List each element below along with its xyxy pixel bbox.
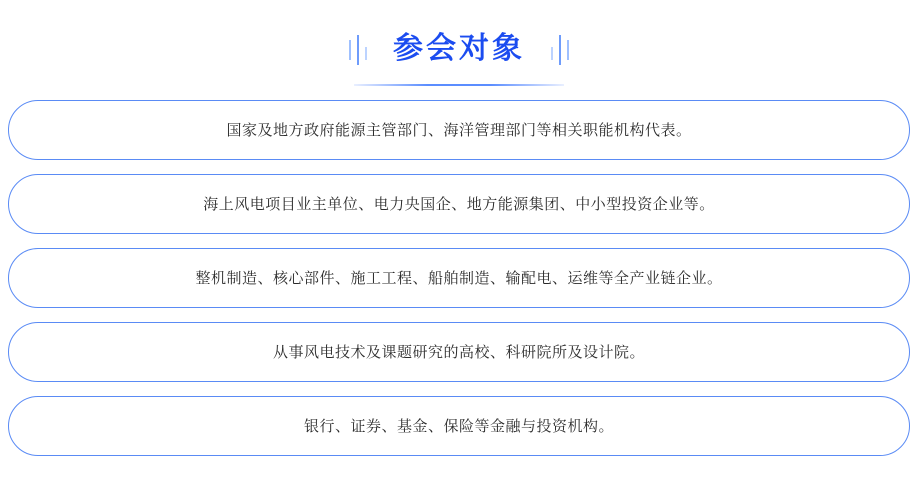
- title-wrap: [349, 33, 569, 67]
- list-item-label: 国家及地方政府能源主管部门、海洋管理部门等相关职能机构代表。: [226, 121, 692, 139]
- list-item-label: 银行、证券、基金、保险等金融与投资机构。: [303, 417, 614, 435]
- section-header: [0, 0, 918, 100]
- list-item-label: 从事风电技术及课题研究的高校、科研院所及设计院。: [272, 343, 645, 361]
- list-item: [8, 174, 910, 234]
- list-item: [8, 100, 910, 160]
- page-title: 参会对象: [393, 32, 525, 65]
- title-underline: [354, 84, 564, 86]
- bracket-left-icon: [349, 33, 375, 67]
- list-item: [8, 322, 910, 382]
- list-item-label: 海上风电项目业主单位、电力央国企、地方能源集团、中小型投资企业等。: [203, 195, 715, 213]
- list-item-label: 整机制造、核心部件、施工工程、船舶制造、输配电、运维等全产业链企业。: [195, 269, 723, 287]
- list-item: [8, 248, 910, 308]
- list-item: [8, 396, 910, 456]
- audience-list: [0, 100, 918, 456]
- bracket-right-icon: [543, 33, 569, 67]
